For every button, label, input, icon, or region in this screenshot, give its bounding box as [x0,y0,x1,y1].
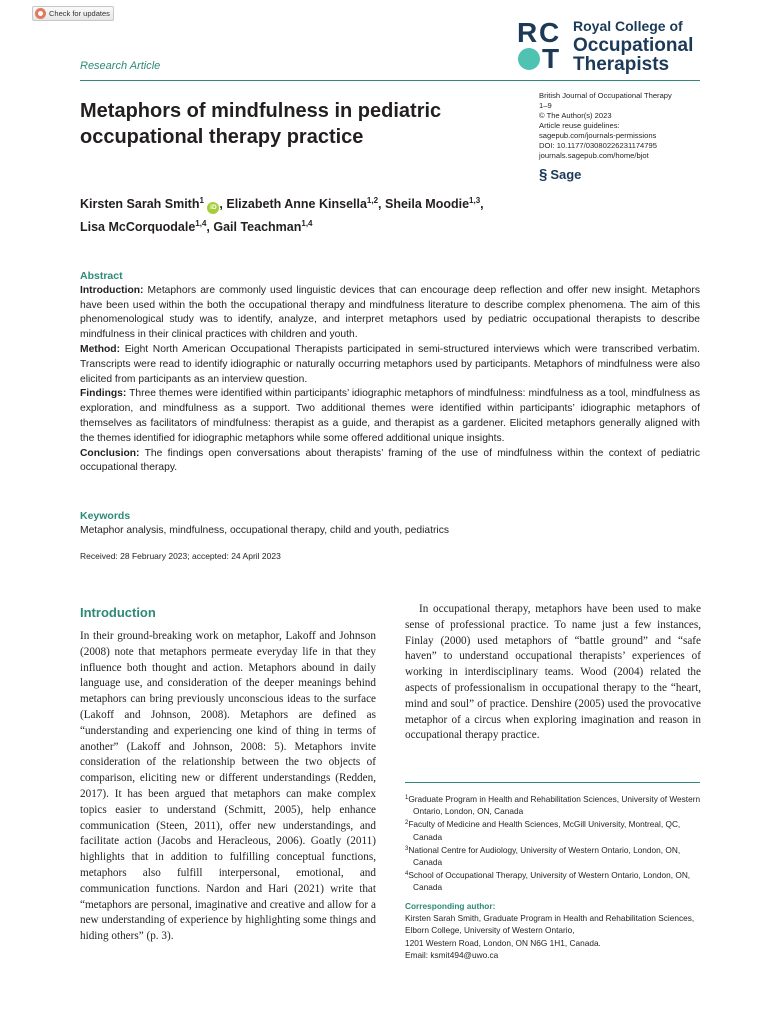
update-check-icon [35,8,46,19]
abstract-findings-label: Findings: [80,388,127,400]
footnote-divider [405,782,700,783]
journal-homepage-link[interactable]: journals.sagepub.com/home/bjot [539,151,649,160]
page-range: 1–9 [539,101,552,110]
affiliation-text: National Centre for Audiology, University of Western Ontario, London, ON, Canada [408,844,681,868]
author-name[interactable]: Lisa McCorquodale [80,220,196,234]
permissions-link[interactable]: sagepub.com/journals-permissions [539,131,657,140]
affiliation-item [405,868,705,893]
affiliation-number: 1 [405,795,409,801]
abstract-conclusion [80,447,700,477]
abstract-conclusion-label: Conclusion: [80,447,140,459]
affiliation-text: Graduate Program in Health and Rehabilitation Sciences, University of Western Ontario, London, ON, Canada [408,794,701,817]
affiliation-number: 2 [405,820,409,827]
affiliation-item [405,817,705,842]
logo-line-3: Therapists [573,54,670,75]
abstract [80,269,700,476]
author-affiliation: 1,4 [301,219,313,228]
abstract-findings [80,387,700,446]
logo-wordmark [573,19,693,74]
affiliation-text: School of Occupational Therapy, University of Western Ontario, London, ON, Canada [408,870,691,893]
author-name[interactable]: Sheila Moodie [385,197,470,211]
keywords [80,509,700,539]
author-affiliation: 1,4 [195,219,207,228]
sage-logo [539,166,581,183]
abstract-introduction-text: Metaphors are commonly used linguistic devices that can encourage deep reflection and offer new insight. Metaphors have been used within the both the occupational therapy and mindfulness literature to describe complex phenomena. The aim of this phenomenological study was to identify, analyze, and interpret metaphors used by pediatric occupational therapists to describe mindfulness in their clinical practices with children and youth. [80,284,700,341]
logo-line-2: Occupational [573,35,694,56]
affiliation-number: 3 [405,845,409,852]
introduction-heading: Introduction [80,605,156,620]
journal-info [539,91,672,161]
copyright: © The Author(s) 2023 [539,111,612,120]
check-for-updates-label: Check for updates [49,9,110,18]
header-divider [80,80,700,81]
author-affiliation: 1,2 [366,196,379,205]
check-for-updates-button[interactable] [32,6,114,21]
keywords-text: Metaphor analysis, mindfulness, occupational therapy, child and youth, pediatrics [80,524,449,536]
affiliation-text: Faculty of Medicine and Health Sciences, McGill University, Montreal, QC, Canada [408,819,681,842]
rcot-logo-mark [517,16,565,74]
corresponding-author-address: 1201 Western Road, London, ON N6G 1H1, Canada. [405,937,601,948]
logo-letter-r: R [517,16,538,48]
author-name[interactable]: Gail Teachman [213,220,302,234]
corresponding-author-email[interactable]: Email: ksmit494@uwo.ca [405,949,499,960]
abstract-findings-text: Three themes were identified within participants’ idiographic metaphors of mindfulness: mindfulness as a tool, mindfulness as exploration, and mindfulness as a support. Two additional themes were identified within participants’ idiographic metaphors of themselves as facilitators of mindfulness: therapist as a guide, and therapist as a gardener. Elicited metaphors generally aligned with the themes identified for idiographic metaphors while some offered additional unique insights. [80,388,700,444]
affiliation-item [405,843,705,868]
doi-link[interactable]: DOI: 10.1177/03080226231174795 [539,141,657,150]
logo-letter-c: C [539,16,560,48]
abstract-method-label: Method: [80,343,121,355]
sage-s-icon: § [539,166,548,183]
author-affiliation: 1,3 [469,196,481,205]
logo-line-1: Royal College of [573,18,683,34]
logo-letter-t: T [542,42,560,74]
article-type: Research Article [80,60,161,72]
abstract-conclusion-text: The findings open conversations about therapists’ framing of the use of mindfulness within the context of pediatric occupational therapy. [80,447,700,474]
publisher-name: Sage [550,167,582,182]
rcot-logo [517,16,694,75]
author-affiliation: 1 [199,196,204,205]
affiliation-item [405,792,705,817]
affiliations [405,792,705,894]
introduction-right-column: In occupational therapy, metaphors have been used to make sense of professional practice. To name just a few instances, Finlay (2000) used metaphors of “battle ground” and “safe haven” to understand occupational therapists’ experiences of working in interdisciplinary teams. Wood (2004) related the aspects of professionalism in occupational therapy to the “heart, mind and soul” of practice. Denshire (2005) used the provocative metaphor of a circus when exploring imagination and reason in occupational therapy practice. [405,603,701,742]
keywords-heading: Keywords [80,510,131,522]
received-accepted-dates: Received: 28 February 2023; accepted: 24 April 2023 [80,551,281,561]
article-title: Metaphors of mindfulness in pediatric occupational therapy practice [80,100,442,148]
logo-circle-icon [518,48,540,70]
affiliation-number: 4 [405,871,409,878]
abstract-introduction [80,284,700,343]
reuse-guidelines-label: Article reuse guidelines: [539,121,620,130]
corresponding-author-heading: Corresponding author: [405,901,496,911]
abstract-heading: Abstract [80,270,123,282]
abstract-method [80,343,700,387]
abstract-introduction-label: Introduction: [80,284,144,296]
orcid-icon[interactable]: iD [207,202,219,214]
author-list: Kirsten Sarah Smith$^1$ iD , Elizabeth Anne Kinsella$^{1,2}$, Sheila Moodie$^{1,3}$, Lisa McCorquodale$^{1,4}$, Gail Teachman$^{1,4}$ [80,196,484,234]
abstract-method-text: Eight North American Occupational Therapists participated in semi-structured interviews which were transcribed verbatim. Transcripts were read to identify idiographic or naturally occurring metaphors used by participants. Metaphors of mindfulness were also elicited from participants as an interview question. [80,343,700,385]
corresponding-author-affiliation: Kirsten Sarah Smith, Graduate Program in Health and Rehabilitation Sciences, Elborn College, University of Western Ontario, [405,913,695,936]
author-name[interactable]: Kirsten Sarah Smith [80,197,200,211]
journal-name: British Journal of Occupational Therapy [539,91,672,100]
introduction-left-column: In their ground-breaking work on metaphor, Lakoff and Johnson (2008) note that metaphors permeate everyday life in that they influence both thought and action. Metaphors abound in daily language use, and consideration of the deeper meanings behind metaphors can bring previously unconscious ideas to the surface (Lakoff and Johnson, 2008). Metaphors are defined as “understanding and experiencing one kind of thing in terms of another” (Lakoff and Johnson, 2008: 5). Metaphors invite consideration of the relationship between the two objects of comparison, eliciting new or different understandings (Redden, 2017). It has been argued that metaphors can make complex topics easier to understand (Schmitt, 2005), help enhance communication (Steen, 2011), offer new understandings, and facilitate action (Jacobs and Heracleous, 2006). Goatly (2011) highlights that in addition to fulfilling conceptual functions, metaphors also fulfill interpersonal, emotional, and communication functions. Nardon and Hari (2021) write that “metaphors are personal, imaginative and creative and allow for a new understanding of experience by highlighting some things and hiding others” (p. 3). [80,630,376,943]
author-name[interactable]: Elizabeth Anne Kinsella [226,197,367,211]
corresponding-author [405,900,705,961]
